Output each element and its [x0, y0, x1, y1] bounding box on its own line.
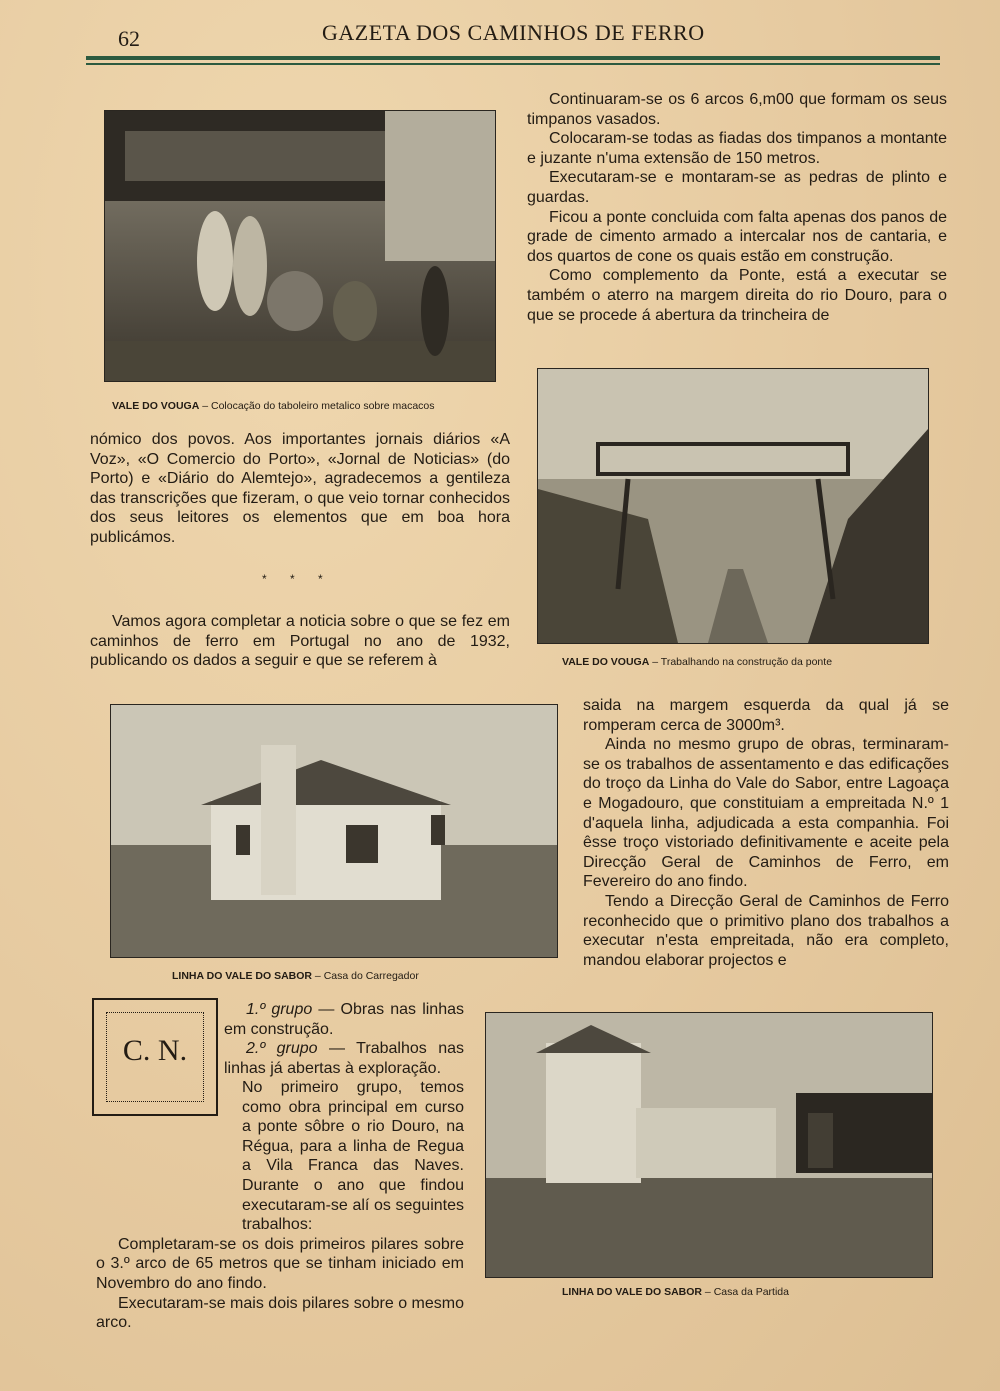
- photo-caption-3: LINHA DO VALE DO SABOR – Casa do Carregador: [172, 970, 419, 982]
- page-number: 62: [118, 26, 140, 51]
- header-rule: [86, 56, 940, 60]
- group-2-text: — Trabalhos nas linhas já abertas à exploração.: [224, 1040, 464, 1077]
- photo-bridge-construction: [537, 368, 929, 644]
- photo-caption-1: VALE DO VOUGA – Colocação do taboleiro metalico sobre macacos: [112, 400, 435, 412]
- left-column-text-2: Vamos agora completar a noticia sobre o que se fez em caminhos de ferro em Portugal no ano de 1932, publicando os dados a seguir e que se referem à: [90, 613, 510, 670]
- group-1-text: — Obras nas linhas em construção.: [224, 1001, 465, 1038]
- photo-caption-2: VALE DO VOUGA – Trabalhando na construção da ponte: [562, 656, 833, 668]
- cn-label: C. N.: [122, 1034, 188, 1067]
- photo-caption-4: LINHA DO VALE DO SABOR – Casa da Partida: [562, 1286, 789, 1298]
- left-column-text-1: nómico dos povos. Aos importantes jornais diários «A Voz», «O Comercio do Porto», «Jornal de Noticias» (do Porto) e «Diário do Alemtejo», agradecemos a gentileza das transcrições que fizeram, o que veio tornar conhecidos dos seus leitores os elementos que em boa hora publicámos.: [90, 431, 510, 546]
- left-column-text-3: No primeiro grupo, temos como obra principal em curso a ponte sôbre o rio Douro, na Régua, para a linha de Regua a Vila Franca das Naves. Durante o ano que findou executaram-se alí os seguintes trabalhos: Completaram-se os dois primeiros pilares sobre o 3.º arco de 65 metros que se tinham iniciado em Novembro do ano findo. Executaram-se mais dois pilares sobre o mesmo arco.: [96, 1079, 464, 1332]
- photo-bridge-deck-jacks: [104, 110, 496, 382]
- photo-casa-do-carregador: [110, 704, 558, 958]
- groups-text: [224, 1000, 464, 1078]
- section-separator: * * *: [262, 572, 333, 586]
- group-1-label: 1.º grupo: [246, 1001, 313, 1018]
- photo-casa-da-partida: [485, 1012, 933, 1278]
- right-column-text-top: Continuaram-se os 6 arcos 6,m00 que formam os seus timpanos vasados. Colocaram-se todas as fiadas dos timpanos a montante e juzante n'uma extensão de 150 metros. Executaram-se e montaram-se as pedras de plinto e guardas. Ficou a ponte concluida com falta apenas dos panos de grade de cimento armado a intercalar nos de cantaria, e dos quartos de cone os quais estão em construção. Como complemento da Ponte, está a executar se também o aterro na margem direita do rio Douro, para o que se procede á abertura da trincheira de: [527, 91, 947, 324]
- group-2-label: 2.º grupo: [246, 1040, 318, 1058]
- journal-title: GAZETA DOS CAMINHOS DE FERRO: [322, 20, 705, 45]
- right-column-text-middle: saida na margem esquerda da qual já se romperam cerca de 3000m³. Ainda no mesmo grupo de obras, terminaram-se os trabalhos de assentamento e das edificações do troço da Linha do Vale do Sabor, entre Lagoaça e Mogadouro, que constituiam a empreitada N.º 1 d'aquela linha, adjudicada a esta companhia. Foi êsse troço vistoriado definitivamente e aceite pela Direcção Geral de Caminhos de Ferro, em Fevereiro do ano findo. Tendo a Direcção Geral de Caminhos de Ferro reconhecido que o primitivo plano dos trabalhos a executar n'esta empreitada, não era completo, mandou elaborar projectos e: [583, 697, 949, 969]
- header-rule-thin: [86, 63, 940, 65]
